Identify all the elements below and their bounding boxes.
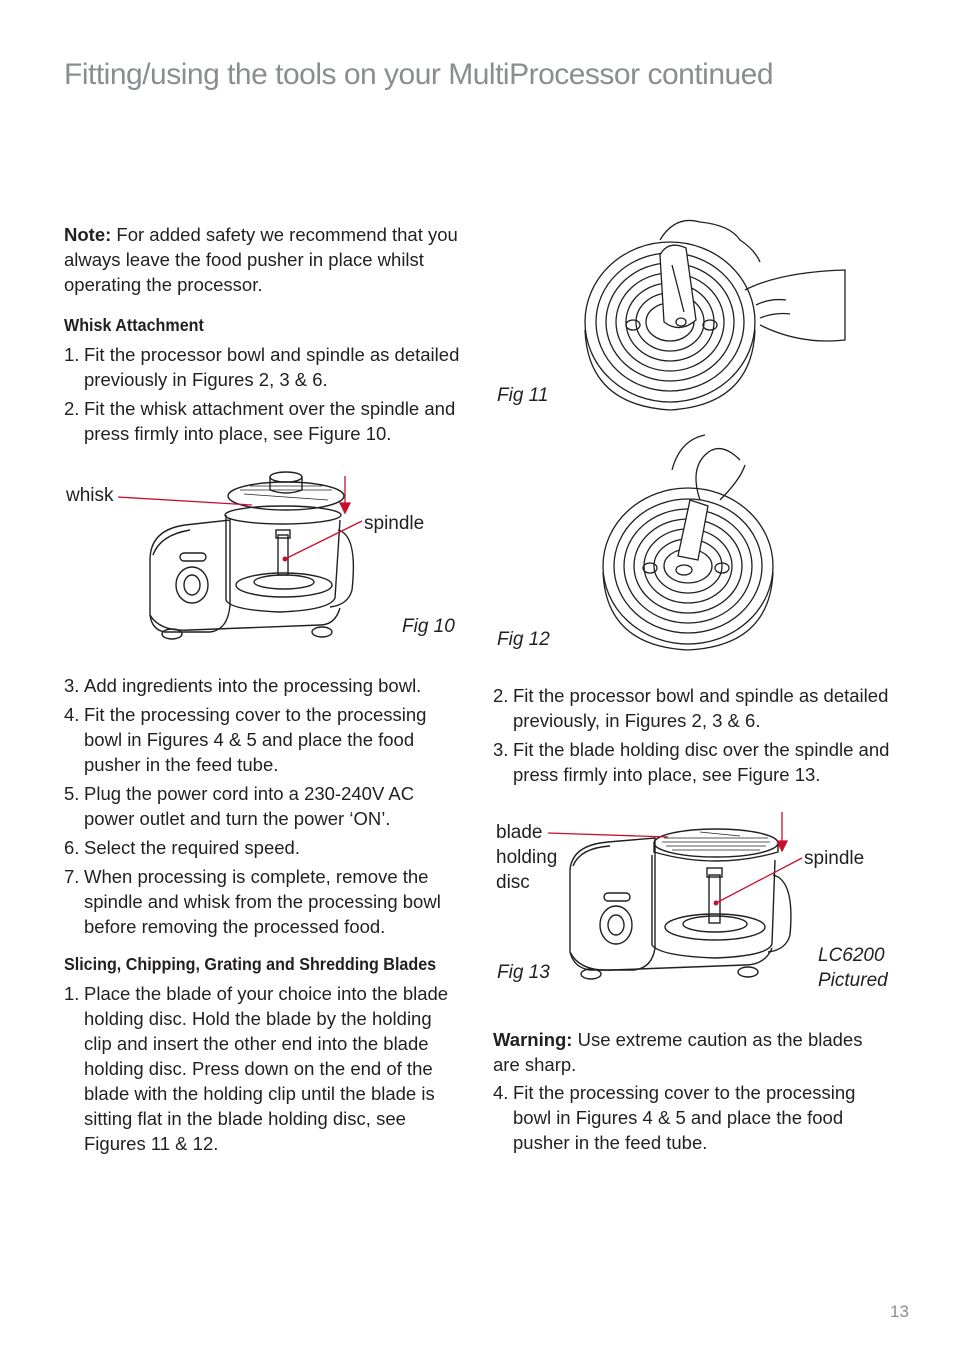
fig12-label: Fig 12: [497, 629, 550, 650]
fig13-label: Fig 13: [497, 962, 550, 983]
fig13-disc-callout: blade holding disc: [496, 822, 558, 893]
fig10-whisk-callout: whisk: [66, 485, 114, 506]
list-item: 2. Fit the whisk attachment over the spindle and press firmly into place, see Figure 10.: [64, 398, 456, 444]
fig13-model-note: LC6200 Pictured: [818, 945, 888, 991]
list-item: 4. Fit the processing cover to the processing bowl in Figures 4 & 5 and place the food pusher in the feed tube.: [64, 704, 427, 775]
list-item: 6. Select the required speed.: [64, 837, 300, 858]
warning-text: Use extreme caution as the blades are sharp.: [493, 1029, 863, 1075]
fig10-label: Fig 10: [402, 616, 455, 637]
note-text: For added safety we recommend that you always leave the food pusher in place whilst operating the processor.: [64, 224, 458, 295]
page-number: 13: [890, 1302, 909, 1321]
warning-label: Warning:: [493, 1029, 573, 1050]
fig10-spindle-callout: spindle: [364, 513, 425, 534]
list-item: 1. Fit the processor bowl and spindle as detailed previously in Figures 2, 3 & 6.: [64, 344, 460, 390]
fig13-spindle-callout: spindle: [804, 848, 865, 869]
whisk-heading: Whisk Attachment: [64, 315, 204, 335]
list-item: 2. Fit the processor bowl and spindle as detailed previously, in Figures 2, 3 & 6.: [493, 685, 889, 731]
list-item: 4. Fit the processing cover to the processing bowl in Figures 4 & 5 and place the food pusher in the feed tube.: [493, 1082, 856, 1153]
list-item: 5. Plug the power cord into a 230-240V AC power outlet and turn the power ‘ON’.: [64, 783, 415, 829]
list-item: 3. Fit the blade holding disc over the spindle and press firmly into place, see Figure 13.: [493, 739, 890, 785]
warning-paragraph: [493, 1027, 893, 1077]
list-item: 3. Add ingredients into the processing bowl.: [64, 675, 422, 696]
page-title: Fitting/using the tools on your MultiProcessor continued: [64, 58, 774, 91]
list-item: 1. Place the blade of your choice into the blade holding disc. Hold the blade by the holding clip and insert the other end into the blade holding disc. Press down on the end of the blade with the holding clip until the blade is sitting flat in the blade holding disc, see Figures 11 & 12.: [64, 983, 449, 1154]
final-steps: [493, 1080, 893, 1159]
list-item: 7. When processing is complete, remove the spindle and whisk from the processing bowl before removing the processed food.: [64, 866, 441, 937]
slicing-heading: Slicing, Chipping, Grating and Shredding Blades: [64, 954, 437, 974]
fig11-label: Fig 11: [497, 385, 549, 406]
note-label: Note:: [64, 224, 112, 245]
